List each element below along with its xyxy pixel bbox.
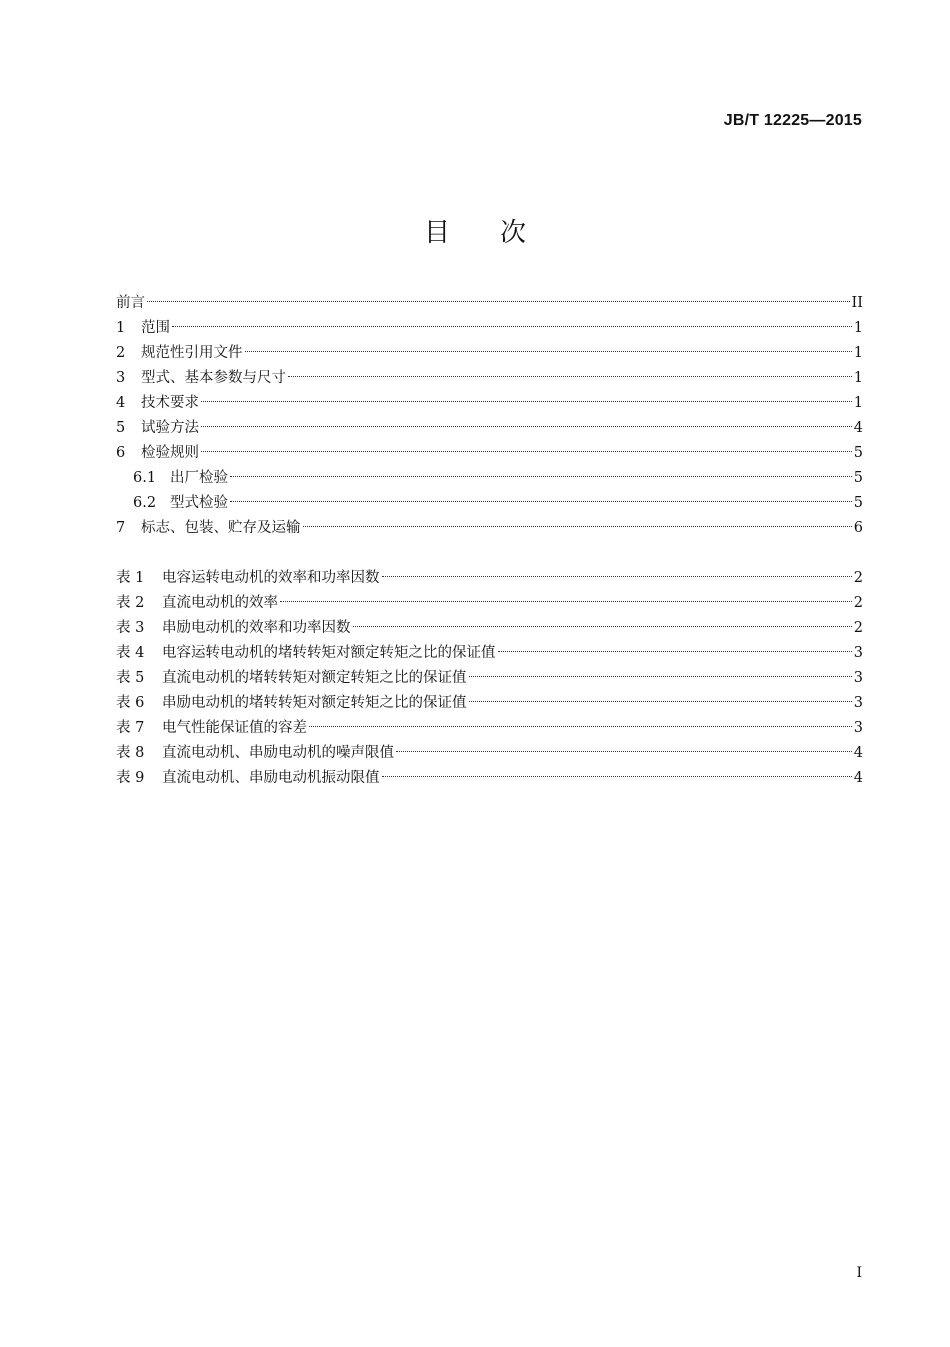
toc-entry-number: 6.2 [133,495,157,511]
leader-dots [303,526,852,527]
toc-entry-table-5[interactable] [116,666,863,691]
toc-entry-table-6[interactable] [116,691,863,716]
toc-entry-page: 5 [853,495,863,511]
toc-entry-label: 出厂检验 [170,470,228,486]
leader-dots [353,626,852,627]
leader-dots [396,751,852,752]
leader-dots [147,301,850,302]
toc-entry-table-7[interactable] [116,716,863,741]
toc-entry-number: 5 [116,420,126,436]
toc-entry-number: 6.1 [133,470,157,486]
toc-entry-table-8[interactable] [116,741,863,766]
toc-entry-page: 4 [853,420,863,436]
toc-entry-number: 4 [116,395,126,411]
toc-entry-label: 型式检验 [170,495,228,511]
toc-entry-page: 1 [853,320,863,336]
leader-dots [280,601,852,602]
toc-entry-number: 表 6 [116,695,145,711]
toc-entry-number: 2 [116,345,126,361]
toc-entry-page: 2 [853,570,863,586]
toc-entry-label: 直流电动机、串励电动机振动限值 [162,770,380,786]
toc-entry-page: 4 [853,770,863,786]
toc-entry-section-6-2[interactable] [116,491,863,516]
toc-entry-label: 串励电动机的堵转转矩对额定转矩之比的保证值 [162,695,467,711]
toc-entry-table-3[interactable] [116,616,863,641]
toc-entry-label: 技术要求 [141,395,199,411]
toc-entry-number: 表 3 [116,620,145,636]
toc-entry-number: 表 9 [116,770,145,786]
toc-entry-foreword[interactable] [116,291,863,316]
toc-entry-number: 6 [116,445,126,461]
toc-entry-label: 直流电动机、串励电动机的噪声限值 [162,745,394,761]
toc-section-list [116,291,863,541]
toc-entry-page: II [851,295,863,311]
leader-dots [382,776,852,777]
toc-entry-number: 表 4 [116,645,145,661]
leader-dots [498,651,852,652]
toc-entry-number: 表 2 [116,595,145,611]
toc-entry-page: 1 [853,370,863,386]
toc-entry-page: 3 [853,720,863,736]
document-code: JB/T 12225—2015 [723,112,862,129]
toc-entry-section-5[interactable] [116,416,863,441]
toc-entry-page: 2 [853,620,863,636]
toc-entry-label: 直流电动机的堵转转矩对额定转矩之比的保证值 [162,670,467,686]
toc-entry-label: 电容运转电动机的堵转转矩对额定转矩之比的保证值 [162,645,496,661]
toc-entry-table-1[interactable] [116,566,863,591]
toc-entry-section-3[interactable] [116,366,863,391]
title-char-2: 次 [500,218,527,248]
toc-entry-page: 1 [853,345,863,361]
toc-entry-page: 6 [853,520,863,536]
title-char-1: 目 [423,218,450,248]
leader-dots [230,476,852,477]
toc-entry-section-2[interactable] [116,341,863,366]
toc-entry-table-4[interactable] [116,641,863,666]
toc-entry-number: 表 5 [116,670,145,686]
toc-entry-label: 检验规则 [141,445,199,461]
toc-entry-label: 电气性能保证值的容差 [162,720,307,736]
leader-dots [230,501,852,502]
leader-dots [382,576,852,577]
leader-dots [201,401,852,402]
toc-entry-section-7[interactable] [116,516,863,541]
leader-dots [288,376,852,377]
leader-dots [469,701,852,702]
leader-dots [469,676,852,677]
toc-entry-label: 串励电动机的效率和功率因数 [162,620,351,636]
leader-dots [201,451,852,452]
toc-entry-label: 型式、基本参数与尺寸 [141,370,286,386]
leader-dots [245,351,852,352]
toc-entry-label: 标志、包装、贮存及运输 [141,520,301,536]
toc-entry-page: 5 [853,470,863,486]
toc-entry-label: 范围 [141,320,170,336]
leader-dots [172,326,852,327]
toc-entry-page: 1 [853,395,863,411]
toc-entry-page: 3 [853,670,863,686]
toc-entry-section-6[interactable] [116,441,863,466]
toc-entry-label: 规范性引用文件 [141,345,243,361]
toc-entry-number: 3 [116,370,126,386]
toc-entry-number: 7 [116,520,126,536]
leader-dots [309,726,852,727]
toc-entry-section-1[interactable] [116,316,863,341]
toc-entry-page: 3 [853,695,863,711]
page-number: I [856,1265,862,1281]
toc-entry-number: 1 [116,320,126,336]
toc-entry-page: 3 [853,645,863,661]
toc-entry-section-4[interactable] [116,391,863,416]
toc-table-list [116,566,863,791]
toc-entry-page: 4 [853,745,863,761]
toc-entry-table-2[interactable] [116,591,863,616]
toc-entry-label: 试验方法 [141,420,199,436]
toc-entry-number: 表 8 [116,745,145,761]
toc-entry-label: 前言 [116,295,145,311]
leader-dots [201,426,852,427]
toc-entry-number: 表 1 [116,570,145,586]
toc-entry-table-9[interactable] [116,766,863,791]
page-title [0,212,950,249]
toc-entry-page: 5 [853,445,863,461]
toc-entry-page: 2 [853,595,863,611]
toc-entry-section-6-1[interactable] [116,466,863,491]
toc-entry-label: 电容运转电动机的效率和功率因数 [162,570,380,586]
toc-entry-label: 直流电动机的效率 [162,595,278,611]
toc-entry-number: 表 7 [116,720,145,736]
